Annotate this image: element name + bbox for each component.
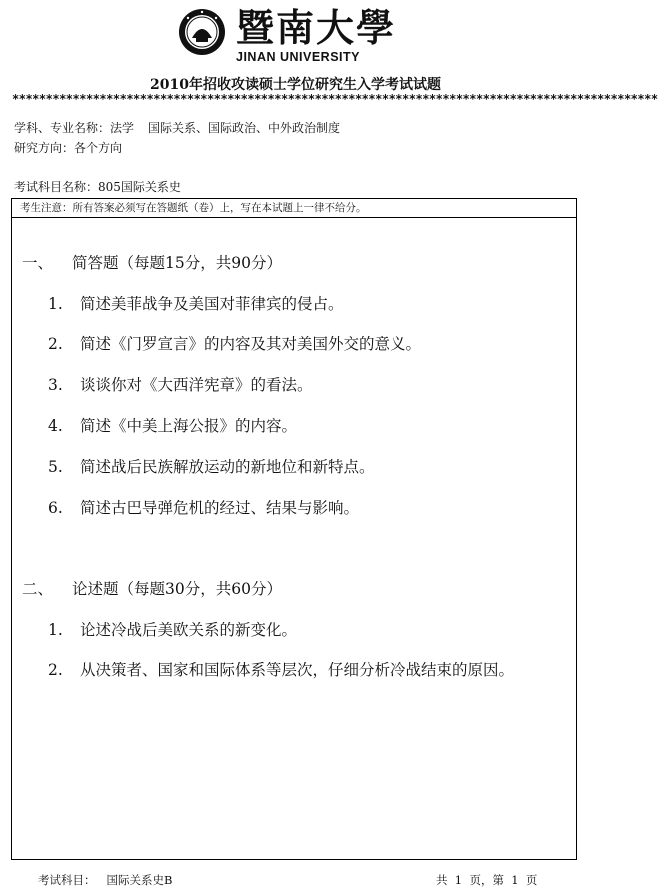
direction-line <box>14 139 122 156</box>
candidate-notice: 考生注意：所有答案必须写在答题纸（卷）上，写在本试题上一律不给分。 <box>12 199 576 218</box>
question-item: 4. 简述《中美上海公报》的内容。 <box>48 417 298 435</box>
section-number: 一、 <box>22 254 54 272</box>
question-item: 2. 从决策者、国家和国际体系等层次，仔细分析冷战结束的原因。 <box>48 661 515 679</box>
footer-page-info: 共 1 页，第 1 页 <box>436 873 538 887</box>
section-title: 论述题（每题30分，共60分） <box>72 580 282 598</box>
subject-value: 805国际关系史 <box>98 180 181 194</box>
subject-label: 考试科目名称： <box>14 180 99 194</box>
direction-value: 各个方向 <box>74 141 123 155</box>
section-1-heading <box>22 251 282 273</box>
footer-subject <box>38 872 172 888</box>
divider-stars: ************************************************************************************************ <box>12 92 658 106</box>
section-number: 二、 <box>22 580 54 598</box>
university-seal-icon <box>178 8 226 56</box>
major-line <box>14 119 340 136</box>
university-name-en: JINAN UNIVERSITY <box>236 50 360 64</box>
exam-title: 2010年招收攻读硕士学位研究生入学考试试题 <box>150 77 441 93</box>
question-item: 3. 谈谈你对《大西洋宪章》的看法。 <box>48 376 313 394</box>
question-item: 2. 简述《门罗宣言》的内容及其对美国外交的意义。 <box>48 335 422 353</box>
question-item: 1. 简述美菲战争及美国对菲律宾的侵占。 <box>48 295 344 313</box>
question-item: 5. 简述战后民族解放运动的新地位和新特点。 <box>48 458 375 476</box>
page-header <box>0 6 591 68</box>
section-title: 简答题（每题15分，共90分） <box>72 254 282 272</box>
answer-box <box>11 198 577 860</box>
major-value-2: 国际关系、国际政治、中外政治制度 <box>148 121 341 135</box>
subject-line <box>14 178 181 195</box>
question-item: 1. 论述冷战后美欧关系的新变化。 <box>48 621 298 639</box>
section-2-heading <box>22 577 282 599</box>
footer-subject-label: 考试科目： <box>38 873 96 887</box>
direction-label: 研究方向： <box>14 141 75 155</box>
major-label: 学科、专业名称： <box>14 121 111 135</box>
university-name-cn: 暨南大學 <box>236 5 397 50</box>
major-value-1: 法学 <box>110 121 135 135</box>
question-item: 6. 简述古巴导弹危机的经过、结果与影响。 <box>48 499 360 517</box>
footer-subject-value: 国际关系史B <box>106 873 173 887</box>
